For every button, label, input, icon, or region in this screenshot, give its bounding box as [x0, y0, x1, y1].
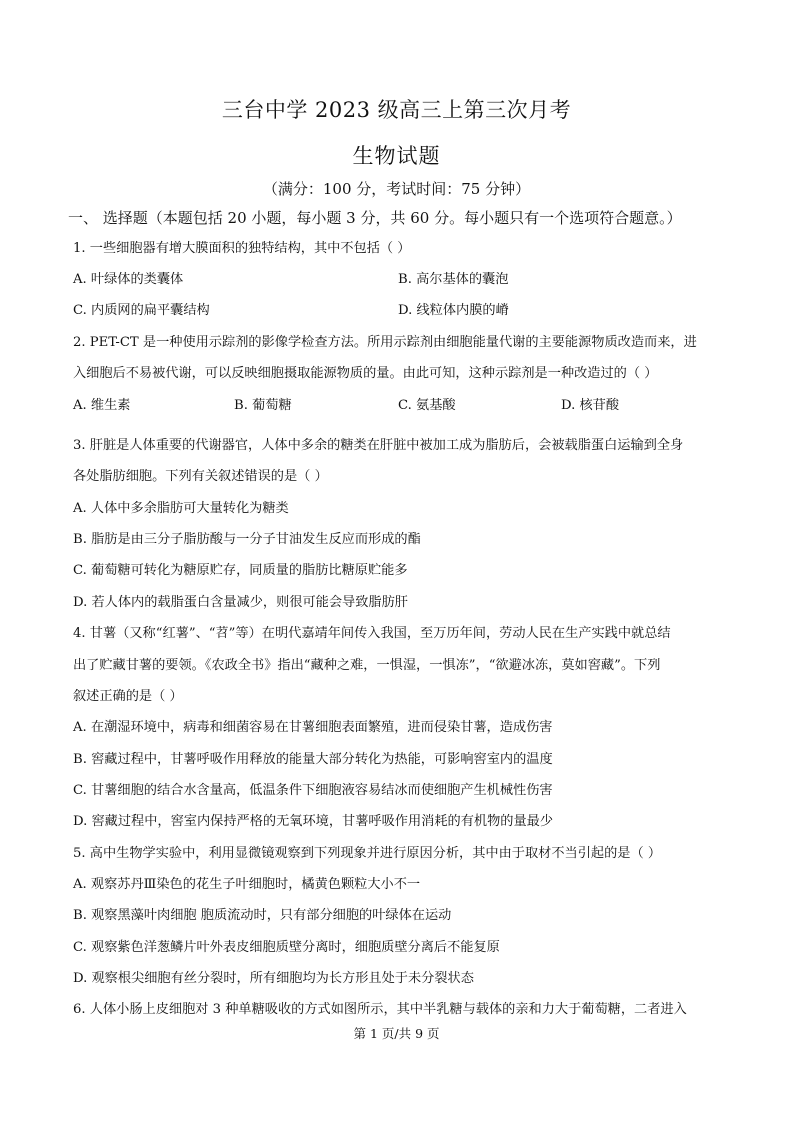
q5-option-a: A. 观察苏丹Ⅲ染色的花生子叶细胞时，橘黄色颗粒大小不一 — [73, 877, 421, 892]
q2-line-1: 2. PET-CT 是一种使用示踪剂的影像学检查方法。所用示踪剂由细胞能量代谢的主要能源物质改造而来，进 — [73, 335, 697, 350]
q6-line-1: 6. 人体小肠上皮细胞对 3 种单糖吸收的方式如图所示，其中半乳糖与载体的亲和力大于葡萄糖，二者进入 — [73, 1002, 687, 1017]
q4-line-1: 4. 甘薯（又称“红薯”、“苕”等）在明代嘉靖年间传入我国，至万历年间，劳动人民在生产实践中就总结 — [73, 626, 671, 641]
q5-stem: 5. 高中生物学实验中，利用显微镜观察到下列现象并进行原因分析，其中由于取材不当引起的是（ ） — [73, 846, 662, 861]
section-heading: 一、 选择题（本题包括 20 小题，每小题 3 分，共 60 分。每小题只有一个选项符合题意。） — [68, 209, 682, 227]
q2-line-2: 入细胞后不易被代谢，可以反映细胞摄取能源物质的量。由此可知，这种示踪剂是一种改造过的（ ） — [73, 366, 658, 381]
q3-option-b: B. 脂肪是由三分子脂肪酸与一分子甘油发生反应而形成的酯 — [73, 532, 421, 547]
q3-line-1: 3. 肝脏是人体重要的代谢器官，人体中多余的糖类在肝脏中被加工成为脂肪后，会被载脂蛋白运输到全身 — [73, 438, 684, 453]
q5-option-c: C. 观察紫色洋葱鳞片叶外表皮细胞质壁分离时，细胞质壁分离后不能复原 — [73, 940, 500, 955]
q2-option-a: A. 维生素 — [73, 398, 131, 413]
q3-option-c: C. 葡萄糖可转化为糖原贮存，同质量的脂肪比糖原贮能多 — [73, 563, 408, 578]
q1-option-c: C. 内质网的扁平囊结构 — [73, 303, 210, 318]
q5-option-b: B. 观察黑藻叶肉细胞 胞质流动时，只有部分细胞的叶绿体在运动 — [73, 908, 452, 923]
q4-line-2: 出了贮藏甘薯的要领。《农政全书》指出“藏种之难，一惧湿，一惧冻”，“欲避冰冻，莫如窖藏”。下列 — [73, 658, 661, 673]
q2-option-b: B. 葡萄糖 — [234, 398, 292, 413]
exam-title: 三台中学 2023 级高三上第三次月考 — [221, 98, 572, 122]
subject-title: 生物试题 — [352, 144, 441, 168]
exam-info: （满分：100 分，考试时间：75 分钟） — [262, 180, 531, 198]
q2-option-d: D. 核苷酸 — [561, 398, 620, 413]
q3-option-a: A. 人体中多余脂肪可大量转化为糖类 — [73, 501, 289, 516]
q1-option-d: D. 线粒体内膜的嵴 — [398, 303, 509, 318]
q4-option-b: B. 窖藏过程中，甘薯呼吸作用释放的能量大部分转化为热能，可影响窖室内的温度 — [73, 752, 553, 767]
q4-option-a: A. 在潮湿环境中，病毒和细菌容易在甘薯细胞表面繁殖，进而侵染甘薯，造成伤害 — [73, 720, 553, 735]
q4-line-3: 叙述正确的是（ ） — [73, 689, 183, 704]
q4-option-d: D. 窖藏过程中，窖室内保持严格的无氧环境，甘薯呼吸作用消耗的有机物的量最少 — [73, 814, 554, 829]
q4-option-c: C. 甘薯细胞的结合水含量高，低温条件下细胞液容易结冰而使细胞产生机械性伤害 — [73, 783, 553, 798]
q1-option-b: B. 高尔基体的囊泡 — [398, 272, 509, 287]
q2-option-c: C. 氨基酸 — [398, 398, 456, 413]
q3-option-d: D. 若人体内的载脂蛋白含量减少，则很可能会导致脂肪肝 — [73, 595, 408, 610]
page-footer: 第 1 页/共 9 页 — [353, 1026, 440, 1041]
q5-option-d: D. 观察根尖细胞有丝分裂时，所有细胞均为长方形且处于未分裂状态 — [73, 971, 474, 986]
q3-line-2: 各处脂肪细胞。下列有关叙述错误的是（ ） — [73, 469, 328, 484]
q1-stem: 1. 一些细胞器有增大膜面积的独特结构，其中不包括（ ） — [73, 241, 411, 256]
q1-option-a: A. 叶绿体的类囊体 — [73, 272, 184, 287]
